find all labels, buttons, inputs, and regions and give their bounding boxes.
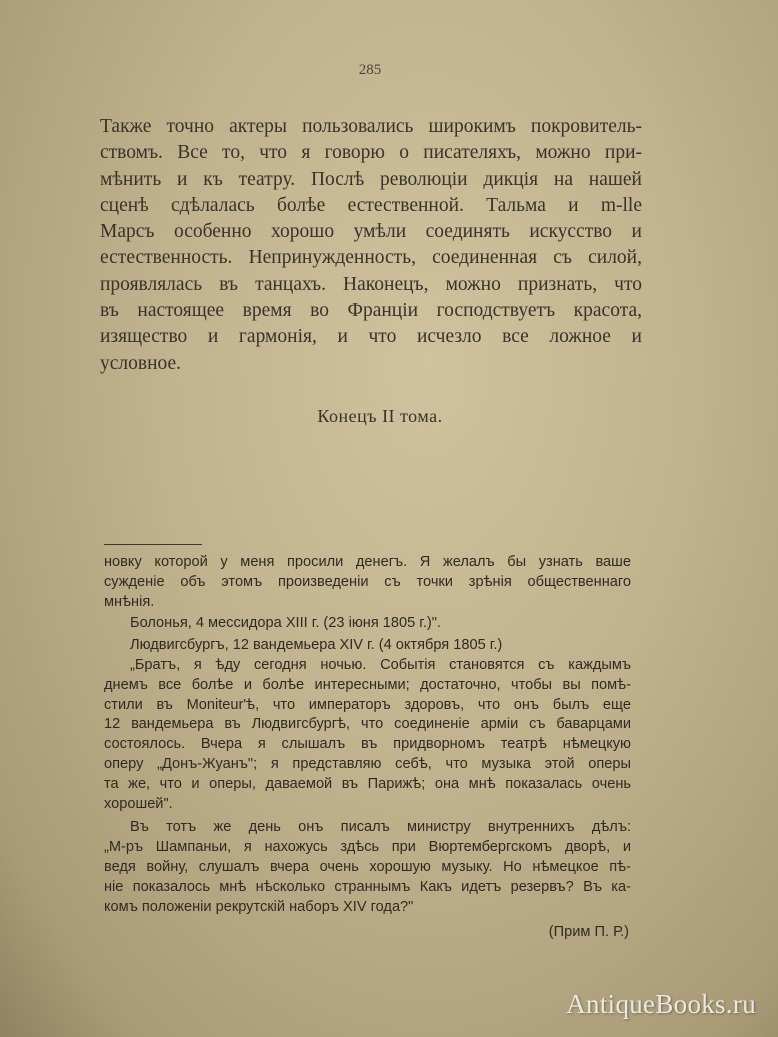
footnote-line: состоялось. Вчера я слышалъ въ придворномъ театрѣ нѣмецкую — [104, 736, 631, 753]
main-text-line: изящество и гармонія, и что исчезло все ложное и — [100, 326, 642, 348]
main-text-line: Марсъ особенно хорошо умѣли соединять искусство и — [100, 221, 642, 243]
main-text-line: мѣнить и къ театру. Послѣ революціи дикція на нашей — [100, 168, 642, 190]
footnote-line: Въ тотъ же день онъ писалъ министру внутреннихъ дѣлъ: — [130, 819, 631, 836]
footnote-line: комъ положеніи рекрутскій наборъ XIV года?" — [104, 898, 414, 915]
footnote-line: новку которой у меня просили денегъ. Я желалъ бы узнать ваше — [104, 554, 631, 570]
footnote-line: ніе показалось мнѣ нѣсколько страннымъ Какъ идетъ резервъ? Въ ка- — [104, 878, 631, 895]
footnote-line: „Братъ, я ѣду сегодня ночью. Событія становятся съ каждымъ — [130, 656, 631, 673]
footnote-line: 12 вандемьера въ Людвигсбургѣ, что соединеніе арміи съ баварцами — [104, 716, 631, 733]
main-text-line: сценѣ сдѣлалась болѣе естественной. Тальма и m-lle — [100, 194, 642, 216]
page-number: 285 — [358, 62, 382, 78]
main-paragraph — [100, 114, 642, 377]
volume-end-title: Конецъ II тома. — [317, 406, 443, 426]
main-text-line: въ настоящее время во Франціи господствуетъ красота, — [100, 300, 642, 322]
footnote-line: стили въ Moniteur'ѣ, что императоръ здоровъ, что онъ былъ еще — [104, 696, 631, 713]
footnote-rule — [104, 544, 202, 545]
footnote-line: та же, что и оперы, даваемой въ Парижѣ; она мнѣ показалась очень — [104, 775, 631, 792]
watermark-logo: AntiqueBooks.ru — [566, 989, 756, 1019]
footnote-line: оперу „Донъ-Жуанъ"; я представляю себѣ, что музыка этой оперы — [104, 755, 631, 772]
footnote-signature: (Прим П. Р.) — [548, 924, 629, 941]
main-text-line: естественность. Непринужденность, соединенная съ силой, — [100, 247, 642, 269]
footnote-line: сужденіе объ этомъ произведеніи съ точки зрѣнія общественнаго — [104, 573, 631, 590]
main-text-line: ствомъ. Все то, что я говорю о писателяхъ, можно при- — [100, 142, 642, 164]
footnote-date-line: Людвигсбургъ, 12 вандемьера XIV г. (4 октября 1805 г.) — [130, 637, 503, 654]
footnote-date-line: Болонья, 4 мессидора XIII г. (23 іюня 1805 г.)". — [130, 615, 441, 632]
main-text-line: проявлялась въ танцахъ. Наконецъ, можно признать, что — [100, 273, 642, 295]
footnote — [104, 553, 631, 943]
main-text-line: условное. — [100, 352, 182, 374]
footnote-line: „М-ръ Шампаньи, я нахожусь здѣсь при Вюртембергскомъ дворѣ, и — [104, 839, 631, 856]
footnote-line: мнѣнія. — [104, 593, 155, 610]
footnote-line: днемъ все болѣе и болѣе интересными; достаточно, чтобы вы помѣ- — [104, 676, 631, 693]
main-text-line: Также точно актеры пользовались широкимъ покровитель- — [100, 116, 642, 137]
footnote-line: ведя войну, слушалъ вчера очень хорошую музыку. Но нѣмецкое пѣ- — [104, 858, 631, 875]
footnote-line: хорошей". — [104, 795, 173, 812]
